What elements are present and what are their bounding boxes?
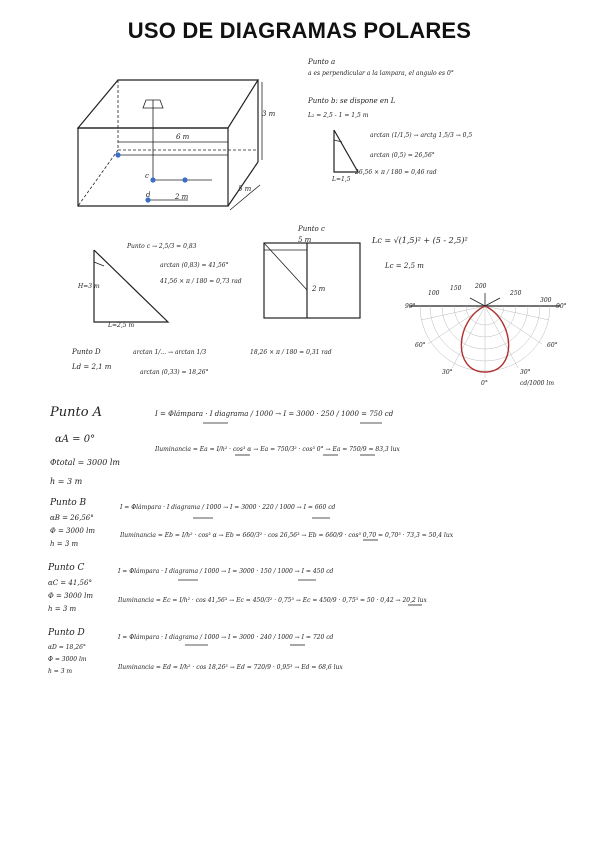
solution-b-flux: Φ = 3000 lm — [50, 527, 95, 535]
solution-d-alpha: αD = 18,26° — [48, 644, 86, 651]
solution-a-alpha: αA = 0° — [55, 434, 96, 445]
note-b-calc3: 26,56 × π / 180 = 0,46 rad — [355, 169, 437, 176]
note-a-line: a es perpendicular a la lampara, el angulo es 0° — [308, 70, 454, 77]
polar-angle-90-left: 90° — [405, 303, 416, 310]
solution-d-h: h = 3 m — [48, 668, 73, 675]
note-c-eq2: Lc = 2,5 m — [385, 262, 424, 270]
box-depth-label: 2 m — [175, 193, 189, 201]
solution-c-flux: Φ = 3000 lm — [48, 592, 93, 600]
polar-angle-30-right: 30° — [520, 369, 531, 376]
solution-b-eq1: I = Φlámpara · I diagrama / 1000 → I = 3000 · 220 / 1000 → I = 660 cd — [120, 504, 336, 511]
note-b-eq: L₂ = 2,5 - 1 = 1,5 m — [308, 112, 369, 119]
solution-d-header: Punto D — [48, 628, 85, 638]
polar-angle-60-right: 60° — [547, 342, 558, 349]
triangle-b-diagram — [334, 130, 358, 172]
note-d-calc1: arctan 1/... → arctan 1/3 — [133, 349, 207, 356]
polar-diagram — [410, 293, 560, 378]
solution-a-eq2: Iluminancia = Ea = I/h² · cos³ α → Ea = 750/3² · cos³ 0° → Ea = 750/9 = 83,3 lux — [155, 446, 400, 453]
solution-b-alpha: αB = 26,56° — [50, 514, 94, 522]
triangle-c-diagram — [94, 250, 168, 322]
solution-a-eq1: I = Φlámpara · I diagrama / 1000 → I = 3000 · 250 / 1000 = 750 cd — [155, 410, 394, 418]
solution-d-eq2: Iluminancia = Ed = I/h² · cos 18,26³ → Ed = 720/9 · 0,95³ → Ed = 68,6 lux — [118, 664, 343, 671]
note-c-calc3: 41,56 × π / 180 = 0,73 rad — [160, 278, 242, 285]
polar-angle-60-left: 60° — [415, 342, 426, 349]
polar-angle-0: 0° — [481, 380, 488, 387]
solution-c-eq1: I = Φlámpara · I diagrama / 1000 → I = 3000 · 150 / 1000 → I = 450 cd — [118, 568, 334, 575]
note-b-small: L=1,5 — [332, 176, 351, 183]
solution-a-flux: Φtotal = 3000 lm — [50, 458, 120, 467]
polar-value-150: 150 — [450, 285, 462, 292]
polar-angle-30-left: 30° — [442, 369, 453, 376]
polar-value-200: 200 — [475, 283, 487, 290]
note-c-len: 2 m — [312, 285, 326, 293]
polar-unit-label: cd/1000 lm — [520, 380, 555, 387]
box-width-label: 6 m — [176, 133, 190, 141]
note-b-calc2: arctan (0,5) = 26,56° — [370, 152, 435, 159]
box-height-label: 3 m — [262, 110, 276, 118]
polar-value-250: 250 — [510, 290, 522, 297]
note-c-l: L=2,5 m — [108, 322, 135, 329]
box-length-label: 5 m — [238, 185, 252, 193]
note-c-header: Punto c — [298, 225, 325, 233]
polar-angle-90-right: 90° — [556, 303, 567, 310]
solution-b-eq2: Iluminancia = Eb = I/h² · cos³ α → Eb = 660/3² · cos 26,56³ → Eb = 660/9 · cos³ 0,70 = 0,70³ · 73,3 = 50,4 lux — [120, 532, 454, 539]
room-box-diagram — [78, 80, 262, 210]
page-title: USO DE DIAGRAMAS POLARES — [127, 18, 472, 43]
note-d-calc3: arctan (0,33) = 18,26° — [140, 369, 209, 376]
solution-c-h: h = 3 m — [48, 605, 77, 613]
solution-b-header: Punto B — [50, 498, 87, 508]
note-b-header: Punto b: se dispone en L — [308, 97, 396, 105]
solution-d-flux: Φ = 3000 lm — [48, 656, 87, 663]
solution-c-alpha: αC = 41,56° — [48, 579, 92, 587]
note-c-calc2: arctan (0,83) = 41,56° — [160, 262, 229, 269]
note-d-dist: Ld = 2,1 m — [72, 363, 112, 371]
box-point-c-label: c — [145, 172, 149, 180]
note-b-calc1: arctan (1/1,5) → arctg 1,5/3 → 0,5 — [370, 132, 473, 139]
note-c-dim: 5 m — [298, 236, 312, 244]
note-c-eq1: Lc = √(1,5)² + (5 - 2,5)² — [372, 236, 468, 245]
solution-a-header: Punto A — [50, 405, 103, 420]
polar-value-300: 300 — [540, 297, 552, 304]
note-d-calc2: 18,26 × π / 180 = 0,31 rad — [250, 349, 332, 356]
note-d-header: Punto D — [72, 348, 101, 356]
note-c-h: H=3 m — [78, 283, 100, 290]
solution-c-eq2: Iluminancia = Ec = I/h² · cos 41,56³ → Ec = 450/3² · 0,75³ → Ec = 450/9 · 0,75³ = 50 · 0,42 → 20,2 lux — [118, 597, 427, 604]
solution-c-header: Punto C — [48, 563, 85, 573]
solution-d-eq1: I = Φlámpara · I diagrama / 1000 → I = 3000 · 240 / 1000 → I = 720 cd — [118, 634, 334, 641]
box-point-d-label: d — [146, 191, 151, 199]
note-a-header: Punto a — [308, 58, 336, 66]
plan-square-diagram — [264, 243, 360, 318]
polar-value-100: 100 — [428, 290, 440, 297]
note-c-calc1: Punto c → 2,5/3 = 0,83 — [127, 243, 197, 250]
solution-a-h: h = 3 m — [50, 477, 83, 486]
solution-b-h: h = 3 m — [50, 540, 79, 548]
